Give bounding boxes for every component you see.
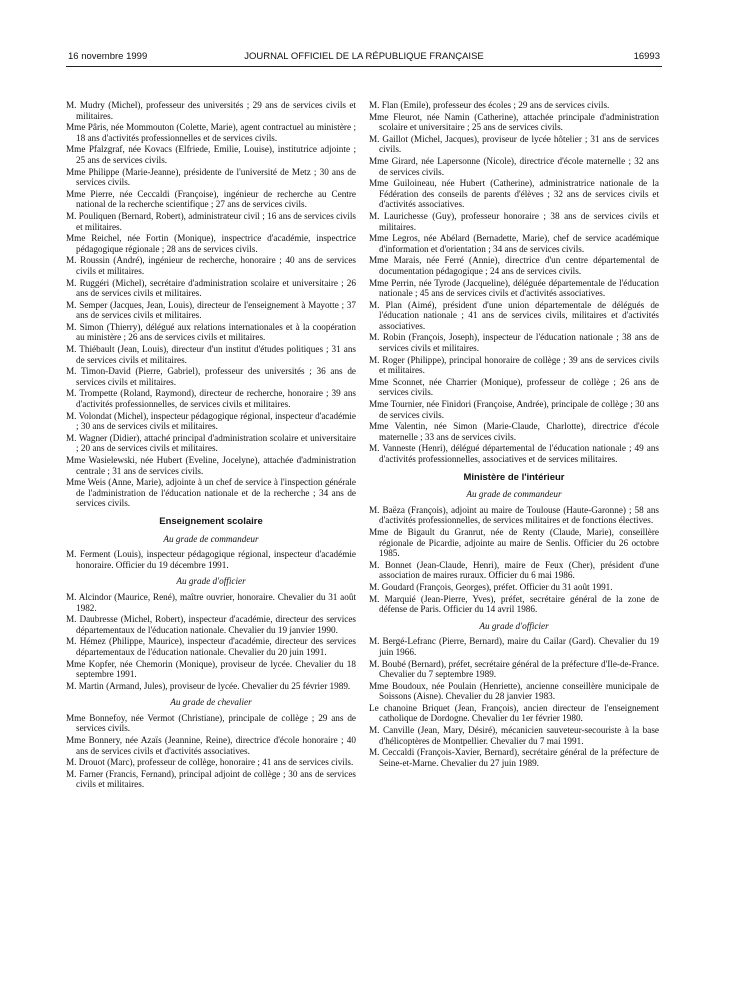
section-title-enseignement-scolaire: Enseignement scolaire [159, 515, 263, 527]
list-item: M. Semper (Jacques, Jean, Louis), directeur de l'enseignement à Mayotte ; 37 ans de services civils et militaires. [66, 299, 356, 321]
grade-heading-officier: Au grade d'officier [479, 620, 549, 631]
list-item: M. Vanneste (Henri), délégué départemental de l'éducation nationale ; 49 ans d'activités professionnelles, associatives et de services militaires. [369, 443, 659, 464]
list-item: M. Farner (Francis, Fernand), principal adjoint de collège ; 30 ans de services civils et militaires. [66, 768, 356, 790]
list-item: M. Roussin (André), ingénieur de recherche, honoraire ; 40 ans de services civils et militaires. [66, 255, 356, 276]
list-item: Mme Bonnefoy, née Vermot (Christiane), principale de collège ; 29 ans de services civils. [66, 712, 356, 734]
list-item: M. Ferment (Louis), inspecteur pédagogique régional, inspecteur d'académie honoraire. Officier du 19 décembre 1991. [66, 549, 356, 570]
list-item: Le chanoine Briquet (Jean, François), ancien directeur de l'enseignement catholique de Dordogne. Chevalier du 1er février 1980. [369, 702, 659, 724]
list-item: M. Trompette (Roland, Raymond), directeur de recherche, honoraire ; 39 ans d'activités professionnelles, de services civils et militaires. [66, 388, 356, 410]
list-item: Mme Marais, née Ferré (Annie), directrice d'un centre départemental de documentation pédagogique ; 24 ans de services civils. [369, 255, 659, 276]
list-item: M. Pouliquen (Bernard, Robert), administrateur civil ; 16 ans de services civils et militaires. [66, 210, 356, 232]
list-item: M. Volondat (Michel), inspecteur pédagogique régional, inspecteur d'académie ; 30 ans de services civils et militaires. [66, 410, 356, 432]
left-officier-entries [66, 592, 356, 691]
list-item: M. Plan (Aimé), président d'une union départementale de délégués de l'éducation nationale ; 41 ans de services civils, militaires et d'activités associatives. [369, 299, 659, 331]
grade-heading-commandeur: Au grade de commandeur [163, 533, 259, 544]
section-title-ministere-interieur: Ministère de l'intérieur [463, 471, 565, 483]
left-commandeur-entries [66, 549, 356, 570]
list-item: M. Ruggéri (Michel), secrétaire d'administration scolaire et universitaire ; 26 ans de services civils et militaires. [66, 277, 356, 299]
list-item: Mme Pâris, née Mommouton (Colette, Marie), agent contractuel au ministère ; 18 ans d'activités professionnelles et de services civils. [66, 122, 356, 143]
list-item: M. Hémez (Philippe, Maurice), inspecteur d'académie, directeur des services départementaux de l'éducation nationale. Chevalier du 20 juin 1991. [66, 636, 356, 657]
right-entries-top [369, 100, 659, 465]
list-item: Mme Fleurot, née Namin (Catherine), attachée principale d'administration scolaire et universitaire ; 25 ans de services civils. [369, 111, 659, 133]
list-item: Mme Valentin, née Simon (Marie-Claude, Charlotte), directrice d'école maternelle ; 33 ans de services civils. [369, 421, 659, 442]
list-item: M. Marquié (Jean-Pierre, Yves), préfet, secrétaire général de la zone de défense de Paris. Officier du 14 avril 1986. [369, 593, 659, 615]
list-item: Mme Pfalzgraf, née Kovacs (Elfriede, Emilie, Louise), institutrice adjointe ; 25 ans de services civils. [66, 144, 356, 165]
list-item: M. Mudry (Michel), professeur des universités ; 29 ans de services civils et militaires. [66, 100, 356, 121]
right-column [369, 100, 659, 769]
list-item: Mme Boudoux, née Poulain (Henriette), ancienne conseillère municipale de Soissons (Aisne). Chevalier du 28 janvier 1983. [369, 680, 659, 702]
list-item: Mme de Bigault du Granrut, née de Renty (Claude, Marie), conseillère régionale de Picardie, adjointe au maire de Senlis. Officier du 26 octobre 1985. [369, 526, 659, 559]
list-item: Mme Legros, née Abélard (Bernadette, Marie), chef de service académique d'information et d'orientation ; 34 ans de services civils. [369, 233, 659, 254]
header-title: JOURNAL OFFICIEL DE LA RÉPUBLIQUE FRANÇAISE [244, 51, 484, 62]
list-item: Mme Pierre, née Ceccaldi (Françoise), ingénieur de recherche au Centre national de la recherche scientifique ; 27 ans de services civils. [66, 188, 356, 210]
grade-heading-chevalier: Au grade de chevalier [170, 697, 252, 708]
list-item: Mme Weis (Anne, Marie), adjointe à un chef de service à l'inspection générale de l'administration de l'éducation nationale et de la recherche ; 34 ans de services civils. [66, 477, 356, 509]
list-item: Mme Guiloineau, née Hubert (Catherine), administratrice nationale de la Fédération des conseils de parents d'élèves ; 32 ans de services civils et d'activités associatives. [369, 178, 659, 210]
left-column [66, 100, 356, 791]
list-item: Mme Girard, née Lapersonne (Nicole), directrice d'école maternelle ; 32 ans de services civils. [369, 155, 659, 177]
list-item: M. Ceccaldi (François-Xavier, Bernard), secrétaire général de la préfecture de Seine-et-Marne. Chevalier du 27 juin 1989. [369, 747, 659, 768]
left-entries-top [66, 100, 356, 509]
list-item: Mme Kopfer, née Chemorin (Monique), proviseur de lycée. Chevalier du 18 septembre 1991. [66, 658, 356, 680]
page-header [68, 51, 660, 65]
list-item: Mme Bonnery, née Azaïs (Jeannine, Reine), directrice d'école honoraire ; 40 ans de services civils et d'activités associatives. [66, 735, 356, 756]
list-item: M. Boubé (Bernard), préfet, secrétaire général de la préfecture d'Ile-de-France. Chevalier du 7 septembre 1989. [369, 658, 659, 680]
list-item: M. Drouot (Marc), professeur de collège, honoraire ; 41 ans de services civils. [66, 757, 354, 768]
list-item: M. Alcindor (Maurice, René), maître ouvrier, honoraire. Chevalier du 31 août 1982. [66, 591, 356, 613]
list-item: Mme Tournier, née Finidori (Françoise, Andrée), principale de collège ; 30 ans de services civils. [369, 399, 659, 420]
list-item: Mme Sconnet, née Charrier (Monique), professeur de collège ; 26 ans de services civils. [369, 376, 659, 398]
right-officier-entries [369, 636, 659, 768]
list-item: M. Timon-David (Pierre, Gabriel), professeur des universités ; 36 ans de services civils et militaires. [66, 366, 356, 387]
list-item: M. Baëza (François), adjoint au maire de Toulouse (Haute-Garonne) ; 58 ans d'activités professionnelles, de services militaires et de fonctions électives. [369, 504, 659, 526]
right-commandeur-entries [369, 505, 659, 615]
list-item: M. Flan (Emile), professeur des écoles ; 29 ans de services civils. [369, 100, 610, 110]
list-item: M. Gaillot (Michel, Jacques), proviseur de lycée hôtelier ; 31 ans de services civils. [369, 133, 659, 155]
list-item: M. Wagner (Didier), attaché principal d'administration scolaire et universitaire ; 20 ans de services civils et militaires. [66, 432, 356, 454]
list-item: M. Laurichesse (Guy), professeur honoraire ; 38 ans de services civils et militaires. [369, 210, 659, 232]
list-item: M. Martin (Armand, Jules), proviseur de lycée. Chevalier du 25 février 1989. [66, 680, 351, 691]
list-item: M. Bonnet (Jean-Claude, Henri), maire de Feux (Cher), président d'une association de maires ruraux. Officier du 6 mai 1986. [369, 559, 659, 581]
list-item: Mme Reichel, née Fortin (Monique), inspectrice d'académie, inspectrice pédagogique régionale ; 28 ans de services civils. [66, 233, 356, 254]
list-item: M. Daubresse (Michel, Robert), inspecteur d'académie, directeur des services départementaux de l'éducation nationale. Chevalier du 19 janvier 1990. [66, 614, 356, 635]
list-item: M. Goudard (François, Georges), préfet. Officier du 31 août 1991. [369, 581, 613, 592]
list-item: M. Bergé-Lefranc (Pierre, Bernard), maire du Cailar (Gard). Chevalier du 19 juin 1966. [369, 636, 659, 657]
list-item: Mme Philippe (Marie-Jeanne), présidente de l'université de Metz ; 30 ans de services civils. [66, 166, 356, 188]
list-item: M. Robin (François, Joseph), inspecteur de l'éducation nationale ; 38 ans de services civils et militaires. [369, 332, 659, 354]
page-number: 16993 [633, 51, 660, 62]
list-item: M. Thiébault (Jean, Louis), directeur d'un institut d'études politiques ; 31 ans de services civils et militaires. [66, 344, 356, 365]
left-chevalier-entries [66, 713, 356, 790]
list-item: M. Simon (Thierry), délégué aux relations internationales et à la coopération au ministère ; 26 ans de services civils et militaires. [66, 321, 356, 343]
grade-heading-officier: Au grade d'officier [176, 576, 246, 587]
header-date: 16 novembre 1999 [68, 51, 148, 62]
list-item: M. Roger (Philippe), principal honoraire de collège ; 39 ans de services civils et militaires. [369, 354, 659, 376]
list-item: Mme Perrin, née Tyrode (Jacqueline), déléguée départementale de l'éducation nationale ; 45 ans de services civils et d'activités associatives. [369, 277, 659, 299]
header-rule [66, 66, 662, 67]
list-item: M. Canville (Jean, Mary, Désiré), mécanicien sauveteur-secouriste à la base d'hélicoptères de Montpellier. Chevalier du 7 mai 1991. [369, 725, 659, 746]
grade-heading-commandeur: Au grade de commandeur [466, 489, 562, 500]
list-item: Mme Wasielewski, née Hubert (Eveline, Jocelyne), attachée d'administration centrale ; 31 ans de services civils. [66, 455, 356, 476]
